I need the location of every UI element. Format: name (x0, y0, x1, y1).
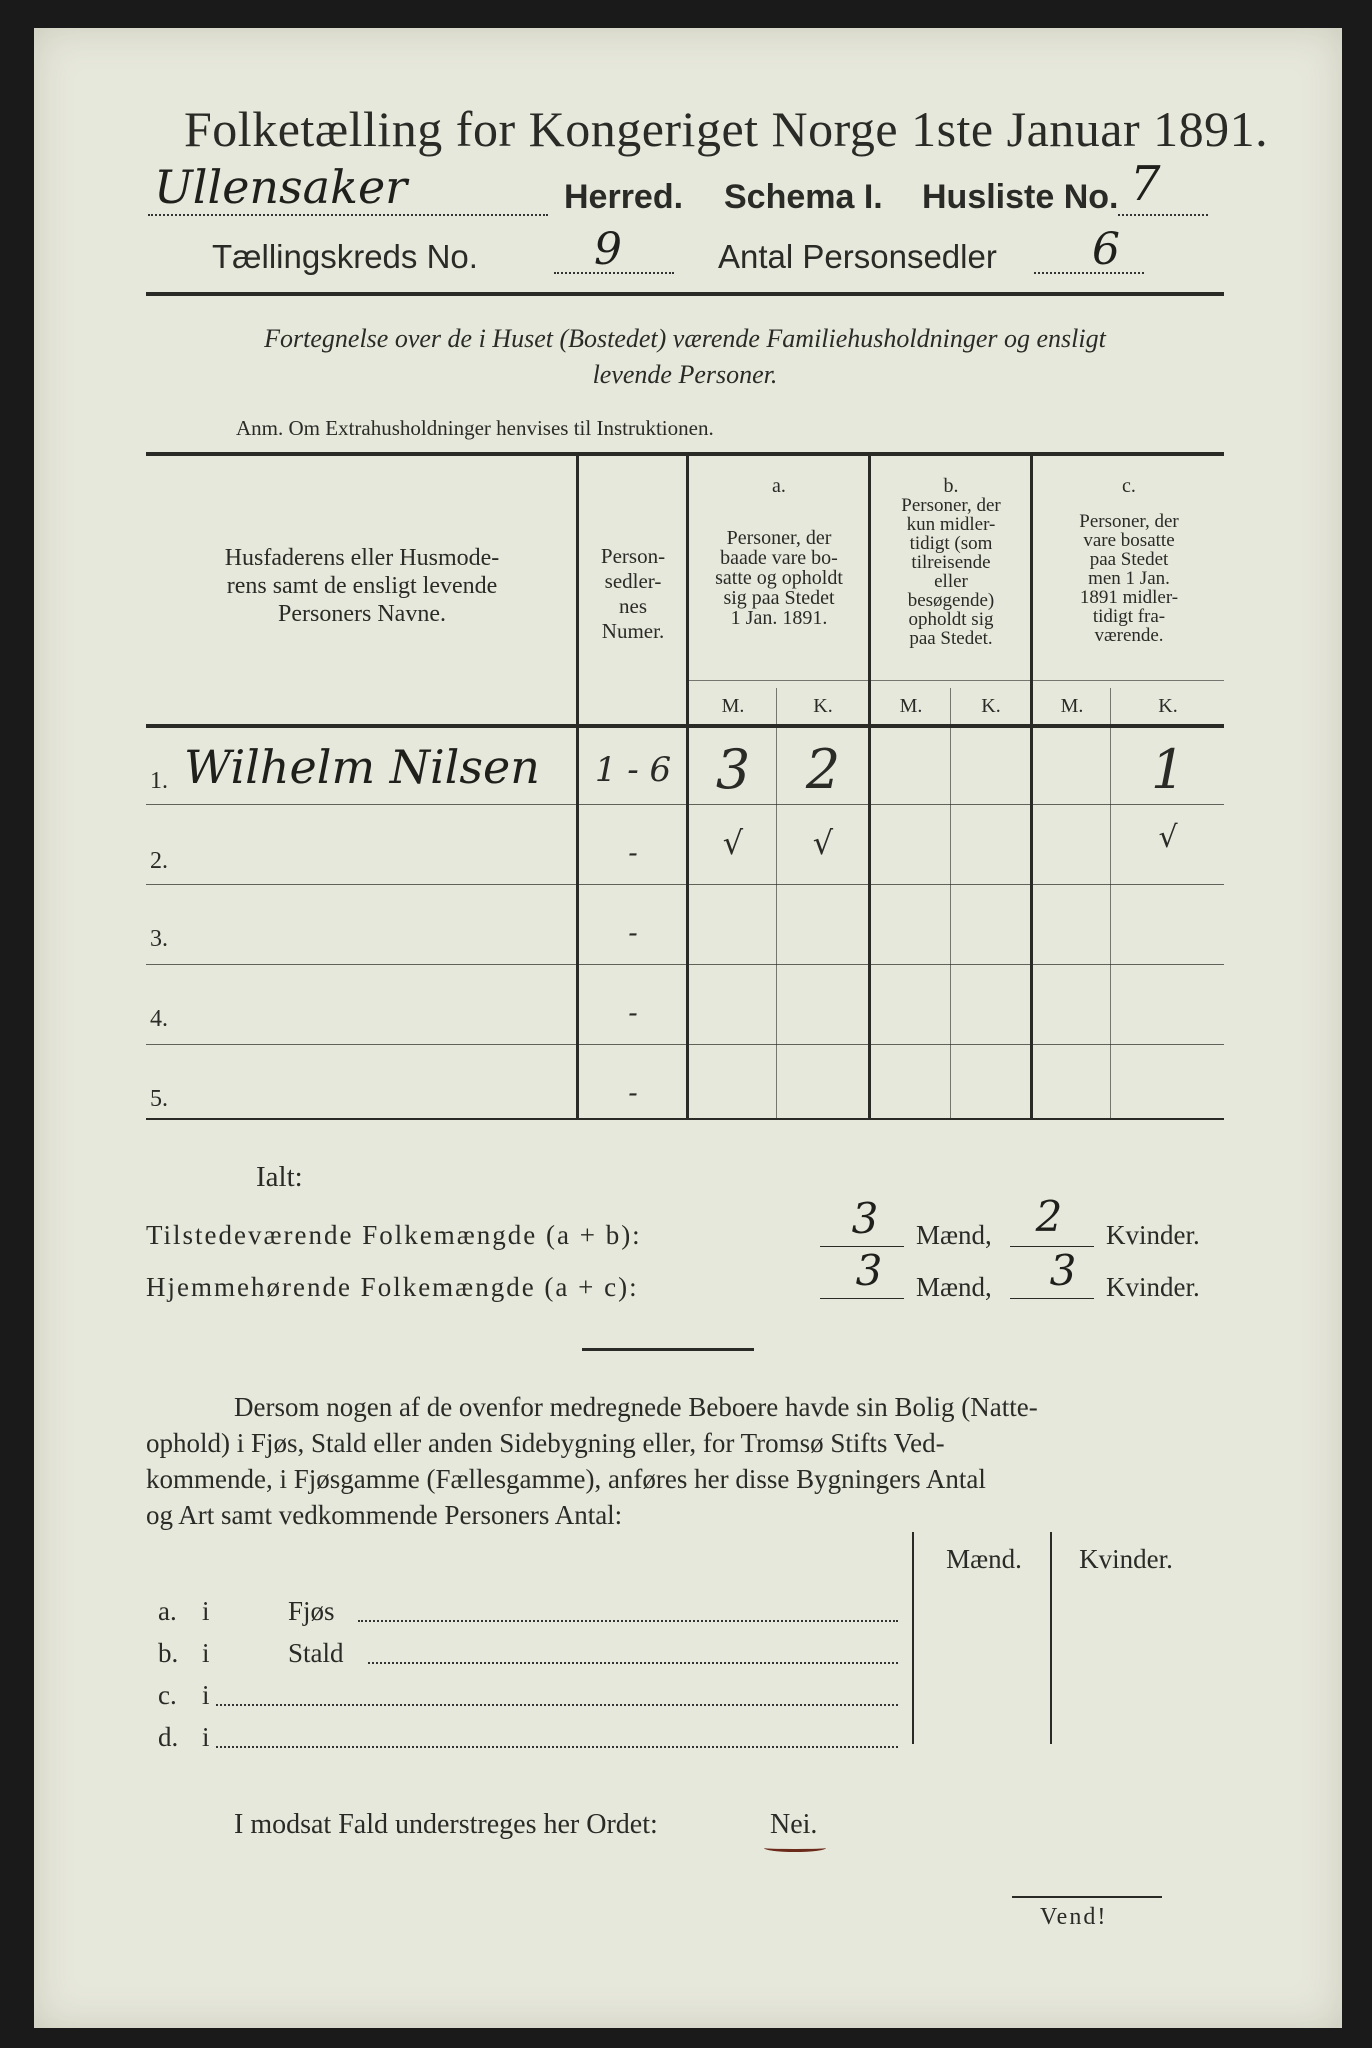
header-b-col: Personer, der kun midler- tidigt (som tilreisende eller besøgende) opholdt sig paa Stedet. (901, 495, 1001, 649)
row-1-a-k: 2 (805, 738, 841, 801)
modsat-text: I modsat Fald understreges her Ordet: (234, 1809, 658, 1840)
hjemme-kvinder-label: Kvinder. (1106, 1272, 1200, 1302)
col-divider-name (576, 456, 579, 1118)
row-3-rule (146, 964, 1224, 965)
bolig-maend-header: Mænd. (946, 1544, 1022, 1574)
row-2-a-k: √ (812, 824, 834, 862)
bolig-line-1: Dersom nogen af de ovenfor medregnede Beboere havde sin Bolig (Natte- (234, 1392, 1038, 1422)
taellingskreds-value: 9 (594, 224, 622, 275)
section-separator (582, 1348, 754, 1351)
header-c-letter: c. (1122, 475, 1136, 497)
bolig-d-prep: i (202, 1722, 210, 1752)
tilstede-maend-label: Mænd, (916, 1220, 992, 1250)
bolig-b-dotline (368, 1662, 898, 1664)
bolig-c-dotline (216, 1704, 898, 1706)
b-m-label: M. (899, 695, 923, 717)
row-3-number: 3. (150, 926, 168, 952)
husliste-value: 7 (1130, 156, 1161, 212)
row-2-rule (146, 884, 1224, 885)
a-m-label: M. (721, 695, 745, 717)
husliste-dotline (1118, 214, 1208, 216)
table-header-bottom-rule (146, 724, 1224, 728)
row-2-c-k: √ (1158, 820, 1178, 855)
header-a-col: Personer, der baade vare bo- satte og opholdt sig paa Stedet 1 Jan. 1891. (715, 527, 843, 629)
col-divider-numer (686, 456, 689, 1118)
nei-word: Nei. (770, 1809, 818, 1840)
header-numer-col: Person- sedler- nes Numer. (600, 544, 666, 643)
col-divider-b-mk (950, 688, 951, 1118)
a-k-label: K. (813, 695, 833, 717)
row-5-number: 5. (150, 1086, 168, 1112)
row-4-numer: - (628, 996, 638, 1029)
row-2-number: 2. (150, 848, 168, 874)
taellingskreds-dotline (554, 272, 674, 274)
row-1-c-k: 1 (1150, 738, 1186, 801)
husliste-label: Husliste No. (922, 178, 1119, 216)
form-title: Folketælling for Kongeriget Norge 1ste Januar 1891. (184, 101, 1269, 157)
herred-value: Ullensaker (154, 160, 408, 214)
bolig-a-prep: i (202, 1596, 210, 1626)
hjemme-kvinder: 3 (1049, 1246, 1077, 1295)
row-2-numer: - (628, 836, 638, 869)
header-b-letter: b. (943, 475, 959, 497)
bolig-d-dotline (216, 1746, 898, 1748)
col-divider-a-mk (776, 688, 777, 1118)
row-2-a-m: √ (722, 824, 744, 862)
tilstede-maend: 3 (851, 1194, 879, 1243)
row-1-rule (146, 804, 1224, 805)
row-1-numer: 1 - 6 (594, 750, 672, 790)
hjemme-maend: 3 (855, 1246, 883, 1295)
bolig-line-4: og Art samt vedkommende Personers Antal: (146, 1500, 623, 1530)
bolig-line-3: kommende, i Fjøsgamme (Fællesgamme), anføres her disse Bygningers Antal (146, 1464, 986, 1494)
herred-dotline (148, 214, 548, 216)
intro-line-1: Fortegnelse over de i Huset (Bostedet) værende Familiehusholdninger og ensligt (264, 324, 1106, 353)
antal-value: 6 (1092, 224, 1120, 275)
vend-rule (1012, 1896, 1162, 1898)
row-1-a-m: 3 (715, 738, 751, 801)
table-top-rule (146, 452, 1224, 456)
row-1-number: 1. (150, 768, 168, 794)
col-divider-c-mk (1110, 688, 1111, 1118)
bolig-a-letter: a. (158, 1596, 177, 1626)
bolig-a-name: Fjøs (288, 1596, 335, 1626)
hjemme-label: Hjemmehørende Folkemængde (a + c): (146, 1272, 639, 1302)
c-k-label: K. (1158, 695, 1178, 717)
taellingskreds-label: Tællingskreds No. (212, 238, 478, 275)
bolig-b-prep: i (202, 1638, 210, 1668)
bolig-b-name: Stald (288, 1638, 344, 1668)
col-divider-a (868, 456, 871, 1118)
bolig-line-2: ophold) i Fjøs, Stald eller anden Sidebygning eller, for Tromsø Stifts Ved- (146, 1428, 945, 1458)
nei-underline (764, 1844, 826, 1852)
bolig-col-divider-2 (1050, 1532, 1052, 1744)
table-bottom-rule (146, 1118, 1224, 1120)
bolig-kvinder-header: Kvinder. (1079, 1544, 1173, 1574)
row-1-name: Wilhelm Nilsen (184, 740, 540, 794)
census-form-page (34, 28, 1342, 2028)
header-name-col: Husfaderens eller Husmode- rens samt de ensligt levende Personers Navne. (224, 545, 500, 627)
vend-text: Vend! (1040, 1904, 1108, 1930)
bolig-c-prep: i (202, 1680, 210, 1710)
mk-header-rule (688, 680, 1224, 681)
ialt-label: Ialt: (256, 1161, 303, 1193)
header-rule (146, 292, 1224, 296)
row-4-rule (146, 1044, 1224, 1045)
b-k-label: K. (981, 695, 1001, 717)
row-5-numer: - (628, 1076, 638, 1109)
bolig-c-letter: c. (158, 1680, 177, 1710)
tilstede-label: Tilstedeværende Folkemængde (a + b): (146, 1220, 642, 1250)
col-divider-b (1030, 456, 1033, 1118)
bolig-col-divider-1 (912, 1532, 914, 1744)
antal-label: Antal Personsedler (718, 238, 997, 275)
antal-dotline (1034, 272, 1144, 274)
herred-label: Herred. (564, 178, 684, 216)
row-3-numer: - (628, 916, 638, 949)
bolig-d-letter: d. (158, 1722, 179, 1752)
hjemme-maend-label: Mænd, (916, 1272, 992, 1302)
bolig-a-dotline (358, 1620, 898, 1622)
header-c-col: Personer, der vare bosatte paa Stedet men 1 Jan. 1891 midler- tidigt fra- værende. (1079, 511, 1179, 646)
tilstede-kvinder-label: Kvinder. (1106, 1220, 1200, 1250)
c-m-label: M. (1060, 695, 1084, 717)
header-a-letter: a. (772, 475, 786, 497)
intro-line-2: levende Personer. (592, 360, 778, 389)
row-4-number: 4. (150, 1006, 168, 1032)
hjemme-maend-line (820, 1298, 904, 1299)
tilstede-kvinder: 2 (1035, 1192, 1063, 1241)
anm-note: Anm. Om Extrahusholdninger henvises til Instruktionen. (236, 416, 714, 440)
schema-label: Schema I. (724, 178, 883, 216)
bolig-b-letter: b. (158, 1638, 179, 1668)
hjemme-kvinder-line (1010, 1298, 1094, 1299)
